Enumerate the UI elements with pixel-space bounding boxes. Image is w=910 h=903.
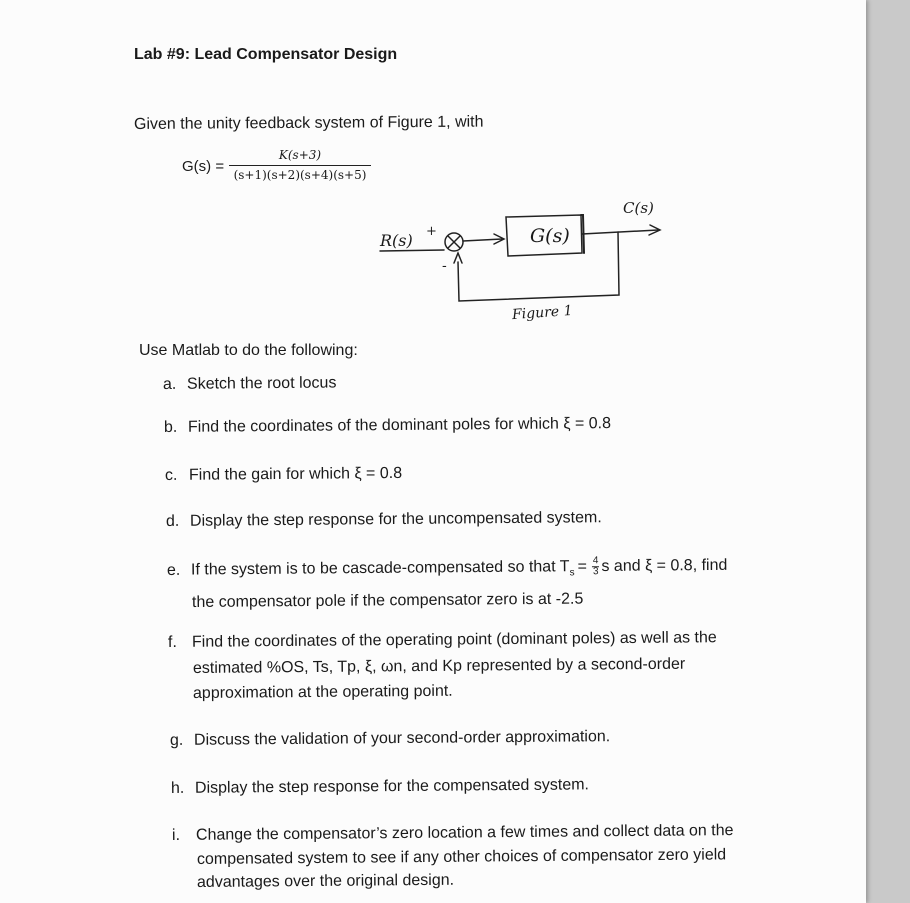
list-item-c [165,465,402,485]
input-label: R(s) [380,231,413,250]
list-item-f-line2: estimated %OS, Ts, Tp, ξ, ωn, and Kp represented by a second-order [192,655,686,677]
block-label: G(s) [530,225,570,247]
equals-sign: = [577,558,587,576]
list-item-f [168,629,717,652]
output-label: C(s) [623,199,654,217]
transfer-function-denominator: (s+1)(s+2)(s+4)(s+5) [233,168,367,182]
intro-text: Given the unity feedback system of Figure 1, with [133,113,484,133]
list-item-i [172,822,734,845]
item-text: Discuss the validation of your second-order approximation. [193,728,611,749]
list-item-g [170,728,610,750]
list-item-h [171,776,589,798]
list-item-e-line2: the compensator pole if the compensator zero is at -2.5 [191,590,584,611]
list-item-d [166,509,602,531]
forward-arrow [463,239,502,241]
list-item-f-line3: approximation at the operating point. [192,682,453,702]
item-marker: d. [165,512,180,530]
transfer-function-numerator: K(s+3) [278,148,322,162]
item-text: Find the gain for which ξ = 0.8 [188,464,403,484]
item-marker: e. [166,561,181,579]
instructions-text: Use Matlab to do the following: [139,342,358,359]
item-marker: i. [171,826,181,844]
list-item-i-line2: compensated system to see if any other choices of compensator zero yield [196,846,727,868]
item-text: Change the compensator’s zero location a few times and collect data on the [195,822,734,844]
ts-subscript: s [569,567,575,579]
list-item-e [167,555,728,582]
list-item-b [164,415,611,437]
output-line [582,230,658,234]
item-marker: c. [164,466,178,484]
transfer-function-fraction [225,147,375,184]
item-marker: a. [162,375,177,393]
item-text-after: s and ξ = 0.8, find [601,556,728,575]
item-marker: h. [170,779,185,797]
page-title: Lab #9: Lead Compensator Design [134,46,398,63]
item-marker: f. [167,633,177,651]
input-line [380,250,444,251]
minus-sign: - [442,258,447,274]
list-item-a [163,374,337,394]
item-text: Display the step response for the compensated system. [194,776,590,797]
item-marker: b. [163,418,178,436]
transfer-function-label: G(s) = [182,158,225,175]
item-text: Sketch the root locus [186,374,337,393]
figure-caption: Figure 1 [511,302,573,324]
list-item-i-line3: advantages over the original design. [196,871,455,891]
item-marker: g. [169,731,184,749]
item-text: If the system is to be cascade-compensated so that T [190,558,570,579]
item-text: Display the step response for the uncompensated system. [189,509,602,530]
item-text: Find the coordinates of the operating point (dominant poles) as well as the [191,629,717,651]
item-text: Find the coordinates of the dominant poles for which ξ = 0.8 [187,415,612,436]
plus-sign: + [426,224,437,239]
settling-time-fraction: $\frac{4}{3}$ [592,555,599,578]
